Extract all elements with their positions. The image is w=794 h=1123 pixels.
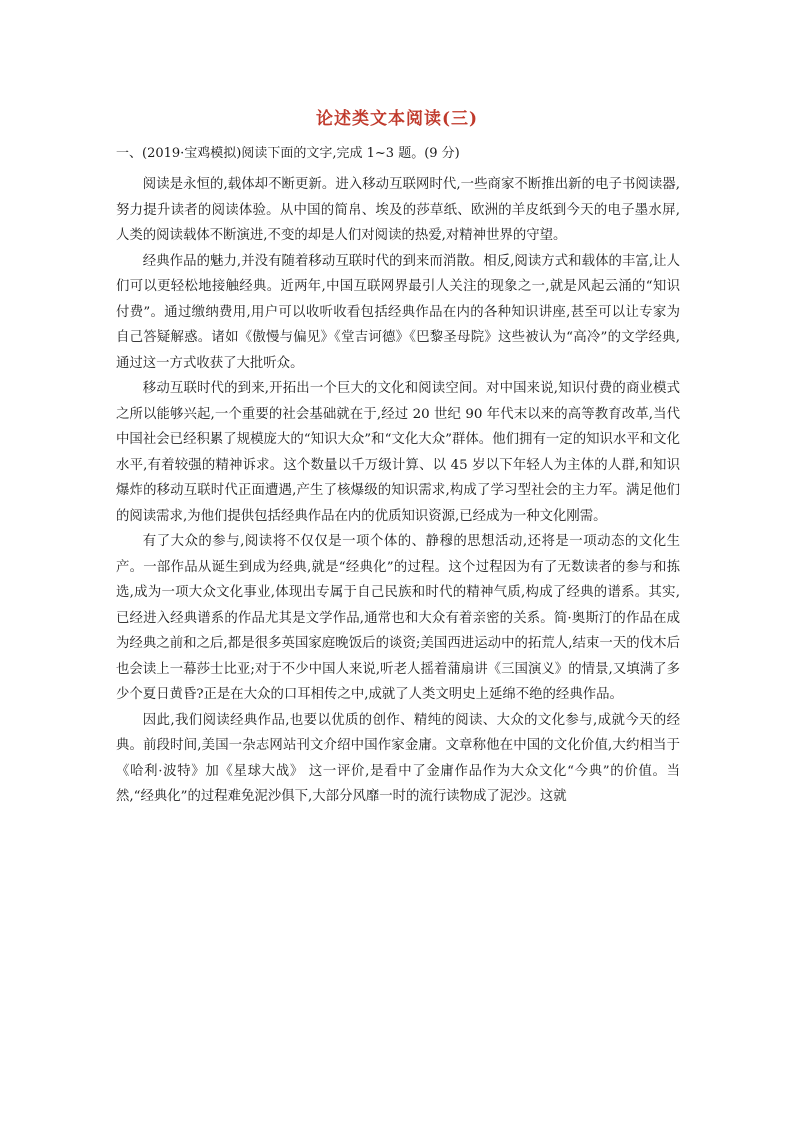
paragraph-2: 经典作品的魅力,并没有随着移动互联时代的到来而消散。相反,阅读方式和载体的丰富,让人们可以更轻松地接触经典。近两年,中国互联网界最引人关注的现象之一,就是风起云涌的“知识付费”。通过缴纳费用,用户可以收听收看包括经典作品在内的各种知识讲座,甚至可以让专家为自己答疑解惑。诸如《傲慢与偏见》《堂吉诃德》《巴黎圣母院》这些被认为“高冷”的文学经典,通过这一方式收获了大批听众。 bbox=[116, 253, 680, 371]
question-header: 一、(2019·宝鸡模拟)阅读下面的文字,完成 1~3 题。(9 分) bbox=[116, 146, 460, 161]
paragraph-4: 有了大众的参与,阅读将不仅仅是一项个体的、静穆的思想活动,还将是一项动态的文化生产。一部作品从诞生到成为经典,就是“经典化”的过程。这个过程因为有了无数读者的参与和拣选,成为一项大众文化事业,体现出专属于自己民族和时代的精神气质,构成了经典的谱系。其实,已经进入经典谱系的作品尤其是文学作品,通常也和大众有着亲密的关系。简·奥斯汀的作品在成为经典之前和之后,都是很多英国家庭晚饭后的谈资;美国西进运动中的拓荒人,结束一天的伐木后也会读上一幕莎士比亚;对于不少中国人来说,听老人摇着蒲扇讲《三国演义》的情景,又填满了多少个夏日黄昏?正是在大众的口耳相传之中,成就了人类文明史上延绵不绝的经典作品。 bbox=[116, 534, 680, 702]
paragraph-3: 移动互联时代的到来,开拓出一个巨大的文化和阅读空间。对中国来说,知识付费的商业模式之所以能够兴起,一个重要的社会基础就在于,经过 20 世纪 90 年代末以来的高等教育改革,当代中国社会已经积累了规模庞大的“知识大众”和“文化大众”群体。他们拥有一定的知识水平和文化水平,有着较强的精神诉求。这个数量以千万级计算、以 45 岁以下年轻人为主体的人群,和知识爆炸的移动互联时代正面遭遇,产生了核爆级的知识需求,构成了学习型社会的主力军。满足他们的阅读需求,为他们提供包括经典作品在内的优质知识资源,已经成为一种文化刚需。 bbox=[116, 381, 680, 524]
paragraph-1: 阅读是永恒的,载体却不断更新。进入移动互联网时代,一些商家不断推出新的电子书阅读器,努力提升读者的阅读体验。从中国的简帛、埃及的莎草纸、欧洲的羊皮纸到今天的电子墨水屏,人类的阅读载体不断演进,不变的却是人们对阅读的热爱,对精神世界的守望。 bbox=[116, 177, 680, 243]
page-title: 论述类文本阅读(三) bbox=[315, 109, 479, 129]
article-body bbox=[116, 172, 680, 810]
paragraph-5: 因此,我们阅读经典作品,也要以优质的创作、精纯的阅读、大众的文化参与,成就今天的经典。前段时间,美国一杂志网站刊文介绍中国作家金庸。文章称他在中国的文化价值,大约相当于《哈利·波特》加《星球大战》 这一评价,是看中了金庸作品作为大众文化“今典”的价值。当然,“经典化”的过程难免泥沙俱下,大部分风靡一时的流行读物成了泥沙。这就 bbox=[116, 712, 680, 804]
